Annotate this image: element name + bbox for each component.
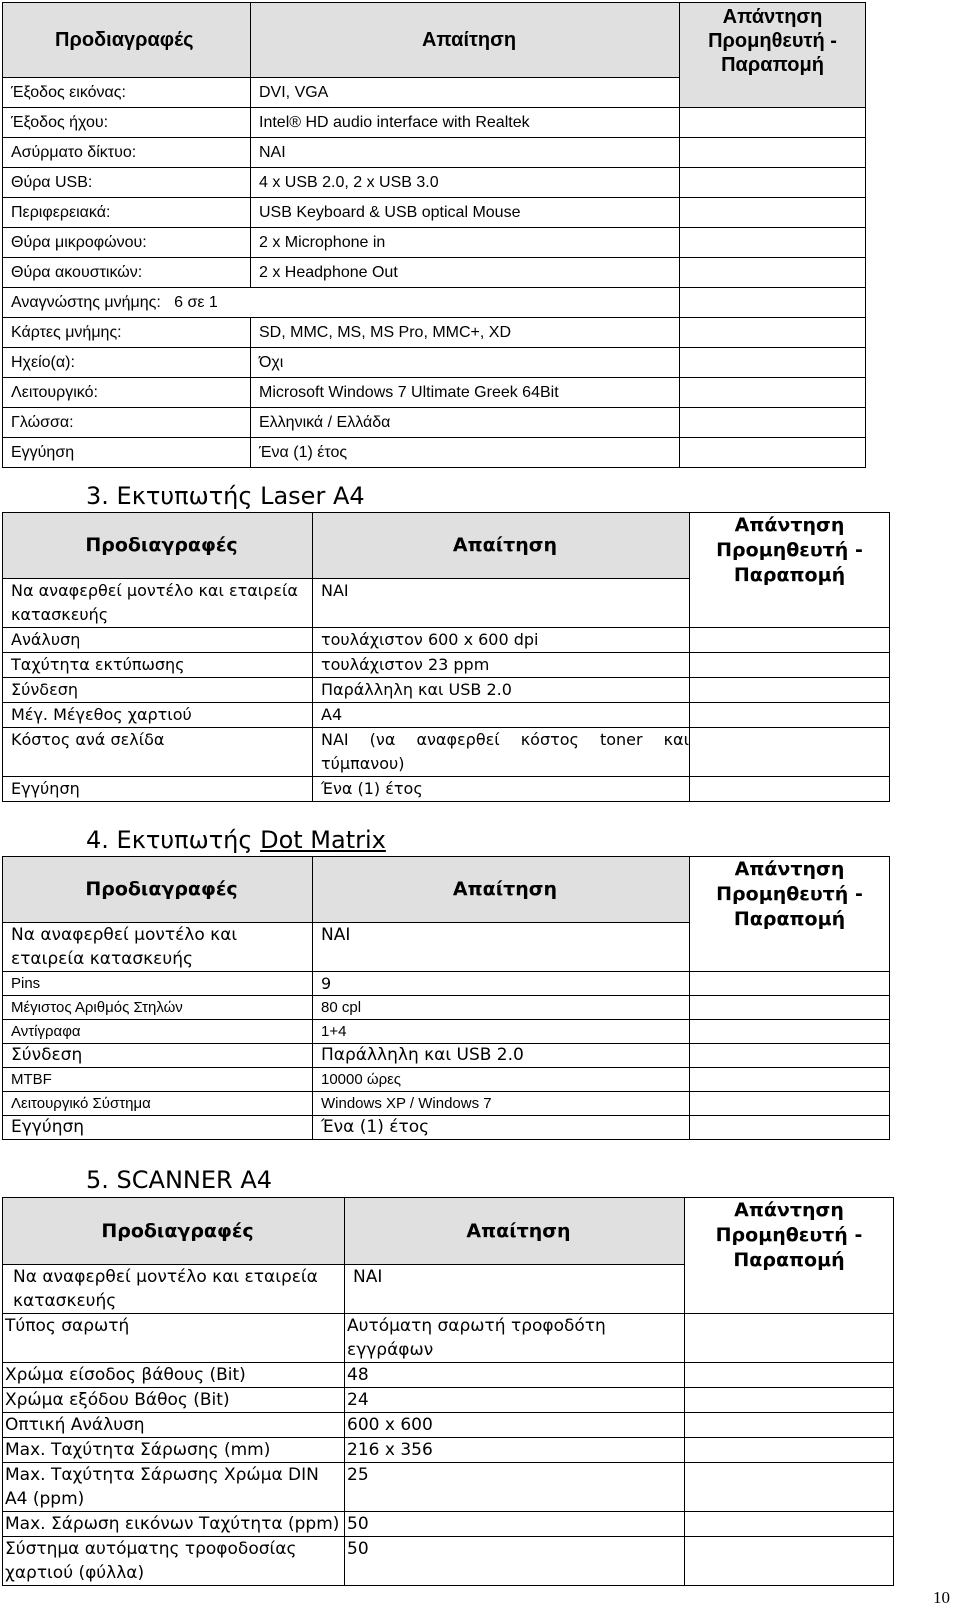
spec-label: Pins [3, 972, 313, 996]
section-title-dot-matrix: 4. Εκτυπωτής Dot Matrix [86, 826, 386, 854]
spec-value: Windows XP / Windows 7 [313, 1092, 690, 1116]
spec-label: Σύνδεση [3, 1044, 313, 1068]
spec-label: Χρώμα εξόδου Βάθος (Bit) [3, 1388, 345, 1413]
spec-label: Τύπος σαρωτή [3, 1314, 345, 1363]
response-cell [690, 1020, 890, 1044]
response-cell [680, 378, 866, 408]
spec-value: 2 x Microphone in [251, 228, 680, 258]
header-supplier-response: Απάντηση Προμηθευτή - Παραπομή [690, 513, 890, 628]
response-cell [685, 1463, 894, 1512]
response-cell [690, 1116, 890, 1140]
spec-label: Λειτουργικό Σύστημα [3, 1092, 313, 1116]
spec-value: DVI, VGA [251, 78, 680, 108]
spec-value: 25 [345, 1463, 685, 1512]
response-cell [690, 996, 890, 1020]
header-specs: Προδιαγραφές [3, 3, 251, 78]
header-supplier-response: Απάντηση Προμηθευτή - Παραπομή [690, 857, 890, 972]
spec-label: Max. Ταχύτητα Σάρωσης Χρώμα DIN A4 (ppm) [3, 1463, 345, 1512]
spec-label: Εγγύηση [3, 777, 313, 802]
spec-value: ΝΑΙ [251, 138, 680, 168]
header-requirement: Απαίτηση [251, 3, 680, 78]
spec-value: Intel® HD audio interface with Realtek [251, 108, 680, 138]
spec-value: Αυτόματη σαρωτή τροφοδότη εγγράφων [345, 1314, 685, 1363]
response-cell [680, 138, 866, 168]
spec-value: 216 x 356 [345, 1438, 685, 1463]
spec-value: SD, MMC, MS, MS Pro, MMC+, XD [251, 318, 680, 348]
spec-label: Να αναφερθεί μοντέλο και εταιρεία κατασκευής [3, 1265, 345, 1314]
spec-label: Μέγ. Μέγεθος χαρτιού [3, 703, 313, 728]
response-cell [690, 1068, 890, 1092]
spec-value: USB Keyboard & USB optical Mouse [251, 198, 680, 228]
spec-label: Έξοδος εικόνας: [3, 78, 251, 108]
header-supplier-response: Απάντηση Προμηθευτή - Παραπομή [685, 1198, 894, 1314]
spec-value: 2 x Headphone Out [251, 258, 680, 288]
spec-value: Ένα (1) έτος [313, 1116, 690, 1140]
specs-table-laser-printer [2, 512, 890, 802]
response-cell [685, 1512, 894, 1537]
response-cell [685, 1388, 894, 1413]
response-cell [685, 1363, 894, 1388]
header-requirement: Απαίτηση [313, 857, 690, 923]
spec-label: Σύνδεση [3, 678, 313, 703]
spec-value: Α4 [313, 703, 690, 728]
specs-table-dot-matrix [2, 856, 890, 1140]
response-cell [680, 318, 866, 348]
spec-label: MTBF [3, 1068, 313, 1092]
spec-label: Κόστος ανά σελίδα [3, 728, 313, 777]
header-requirement: Απαίτηση [313, 513, 690, 579]
spec-value: ΝΑΙ (να αναφερθεί κόστος toner και τύμπανου) [313, 728, 690, 777]
response-cell [690, 1044, 890, 1068]
spec-label: Θύρα USB: [3, 168, 251, 198]
spec-value: Ένα (1) έτος [251, 438, 680, 468]
response-cell [690, 703, 890, 728]
header-supplier-response: Απάντηση Προμηθευτή - Παραπομή [680, 3, 866, 108]
page-number: 10 [933, 1588, 950, 1607]
response-cell [680, 108, 866, 138]
response-cell [690, 678, 890, 703]
response-cell [680, 168, 866, 198]
response-cell [680, 198, 866, 228]
spec-label: Μέγιστος Αριθμός Στηλών [3, 996, 313, 1020]
spec-value: ΝΑΙ [313, 579, 690, 628]
spec-value: 48 [345, 1363, 685, 1388]
spec-label: Αντίγραφα [3, 1020, 313, 1044]
spec-label: Να αναφερθεί μοντέλο και εταιρεία κατασκευής [3, 579, 313, 628]
section-title-scanner: 5. SCANNER A4 [86, 1166, 272, 1194]
spec-label: Θύρα ακουστικών: [3, 258, 251, 288]
specs-table-pc [2, 2, 866, 468]
response-cell [690, 653, 890, 678]
response-cell [680, 408, 866, 438]
spec-label: Ταχύτητα εκτύπωσης [3, 653, 313, 678]
spec-value: ΝΑΙ [313, 923, 690, 972]
section-title-laser-printer: 3. Εκτυπωτής Laser A4 [86, 482, 365, 510]
spec-label: Γλώσσα: [3, 408, 251, 438]
response-cell [680, 438, 866, 468]
response-cell [690, 1092, 890, 1116]
response-cell [680, 258, 866, 288]
response-cell [680, 288, 866, 318]
spec-label: Εγγύηση [3, 1116, 313, 1140]
spec-label: Να αναφερθεί μοντέλο και εταιρεία κατασκευής [3, 923, 313, 972]
response-cell [685, 1314, 894, 1363]
spec-label: Λειτουργικό: [3, 378, 251, 408]
header-specs: Προδιαγραφές [3, 1198, 345, 1265]
response-cell [685, 1537, 894, 1586]
response-cell [690, 628, 890, 653]
spec-value: 1+4 [313, 1020, 690, 1044]
spec-value: ΝΑΙ [345, 1265, 685, 1314]
spec-label: Έξοδος ήχου: [3, 108, 251, 138]
spec-value: Παράλληλη και USB 2.0 [313, 678, 690, 703]
spec-value: 10000 ώρες [313, 1068, 690, 1092]
spec-value: Ένα (1) έτος [313, 777, 690, 802]
spec-value: 50 [345, 1512, 685, 1537]
spec-label: Σύστημα αυτόματης τροφοδοσίας χαρτιού (φύλλα) [3, 1537, 345, 1586]
spec-label: Οπτική Ανάλυση [3, 1413, 345, 1438]
spec-label: Max. Σάρωση εικόνων Ταχύτητα (ppm) [3, 1512, 345, 1537]
header-specs: Προδιαγραφές [3, 513, 313, 579]
spec-label: Ηχείο(α): [3, 348, 251, 378]
spec-value: Ελληνικά / Ελλάδα [251, 408, 680, 438]
spec-value: Όχι [251, 348, 680, 378]
response-cell [680, 348, 866, 378]
spec-value: 50 [345, 1537, 685, 1586]
spec-label: Περιφερειακά: [3, 198, 251, 228]
spec-label: Εγγύηση [3, 438, 251, 468]
header-specs: Προδιαγραφές [3, 857, 313, 923]
spec-label: Αναγνώστης μνήμης: 6 σε 1 [3, 288, 680, 318]
response-cell [680, 228, 866, 258]
spec-value: 80 cpl [313, 996, 690, 1020]
spec-value: 4 x USB 2.0, 2 x USB 3.0 [251, 168, 680, 198]
spec-value: τουλάχιστον 600 x 600 dpi [313, 628, 690, 653]
spec-value: 24 [345, 1388, 685, 1413]
header-requirement: Απαίτηση [345, 1198, 685, 1265]
spec-value: Παράλληλη και USB 2.0 [313, 1044, 690, 1068]
response-cell [690, 777, 890, 802]
spec-label: Ασύρματο δίκτυο: [3, 138, 251, 168]
spec-label: Θύρα μικροφώνου: [3, 228, 251, 258]
spec-label: Ανάλυση [3, 628, 313, 653]
spec-value: 9 [313, 972, 690, 996]
spec-label: Max. Ταχύτητα Σάρωσης (mm) [3, 1438, 345, 1463]
spec-value: 600 x 600 [345, 1413, 685, 1438]
response-cell [690, 972, 890, 996]
response-cell [685, 1413, 894, 1438]
specs-table-scanner [2, 1197, 894, 1586]
response-cell [685, 1438, 894, 1463]
spec-label: Κάρτες μνήμης: [3, 318, 251, 348]
response-cell [690, 728, 890, 777]
spec-value: τουλάχιστον 23 ppm [313, 653, 690, 678]
spec-label: Χρώμα είσοδος βάθους (Bit) [3, 1363, 345, 1388]
spec-value: Microsoft Windows 7 Ultimate Greek 64Bit [251, 378, 680, 408]
